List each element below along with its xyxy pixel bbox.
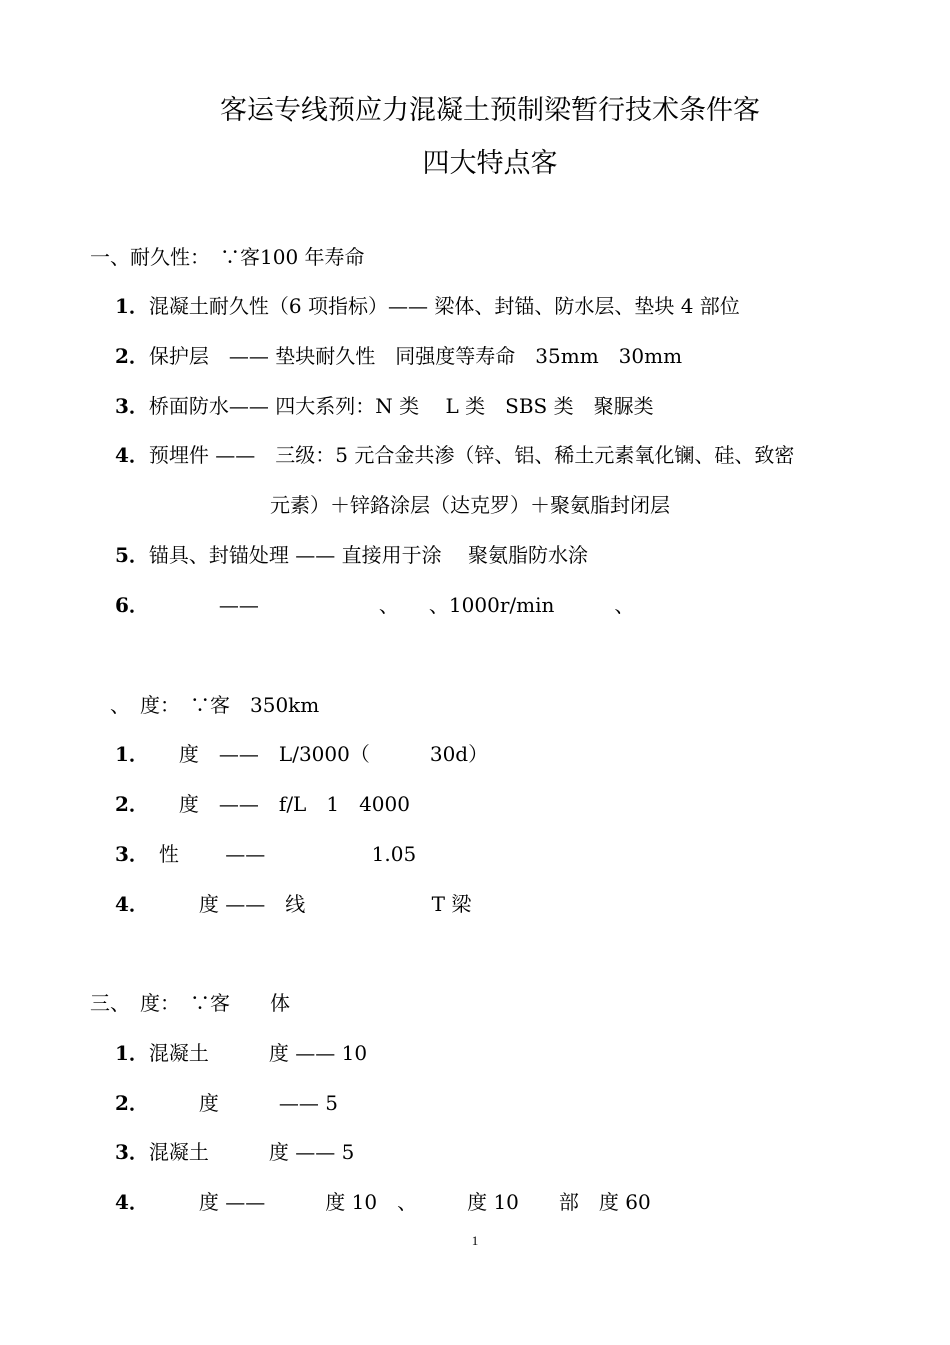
- doc-title-line1: 客运专线预应力混凝土预制梁暂行技术条件客: [220, 95, 760, 126]
- list-item: 1．混凝土 度 —— 10: [115, 1041, 428, 1065]
- list-item: 1．混凝土耐久性（6 项指标）—— 梁体、封锚、防水层、垫块 4 部位: [115, 294, 740, 318]
- list-item: 3．混凝土 度 —— 5: [115, 1140, 415, 1164]
- list-item: 6． —— 、 、1000r/min 、: [115, 593, 705, 617]
- list-item: 4．预埋件 —— 三级：5 元合金共渗（锌、铝、稀土元素氧化镧、硅、致密: [115, 443, 795, 467]
- list-item: 3． 性 —— 1.05: [115, 842, 457, 866]
- section-heading-3: 三、 度： ∵客 体: [90, 991, 290, 1015]
- section-heading-2: 、 度： ∵客 350km: [90, 693, 400, 717]
- list-item-continuation: 元素）＋锌鉻涂层（达克罗）＋聚氨脂封闭层: [270, 493, 670, 517]
- list-item: 4． 度 —— 线 T 梁: [115, 892, 552, 916]
- list-item: 2． 度 —— f/L 1 4000: [115, 792, 410, 816]
- list-item: 2．保护层 —— 垫块耐久性 同强度等寿命 35mm 30mm: [115, 344, 683, 368]
- list-item: 4． 度 —— 度 10 、 度 10 部 度 60: [115, 1190, 651, 1214]
- section-heading-1: 一、耐久性： ∵客100 年寿命: [90, 245, 365, 269]
- page-number: 1: [471, 1233, 479, 1248]
- list-item: 2． 度 —— 5: [115, 1091, 399, 1115]
- list-item: 3．桥面防水—— 四大系列：N 类 L 类 SBS 类 聚脲类: [115, 394, 654, 418]
- list-item: 1． 度 —— L/3000（ 30d）: [115, 742, 599, 766]
- list-item: 5．锚具、封锚处理 —— 直接用于涂 聚氨脂防水涂: [115, 543, 588, 567]
- doc-title-line2: 四大特点客: [422, 148, 558, 179]
